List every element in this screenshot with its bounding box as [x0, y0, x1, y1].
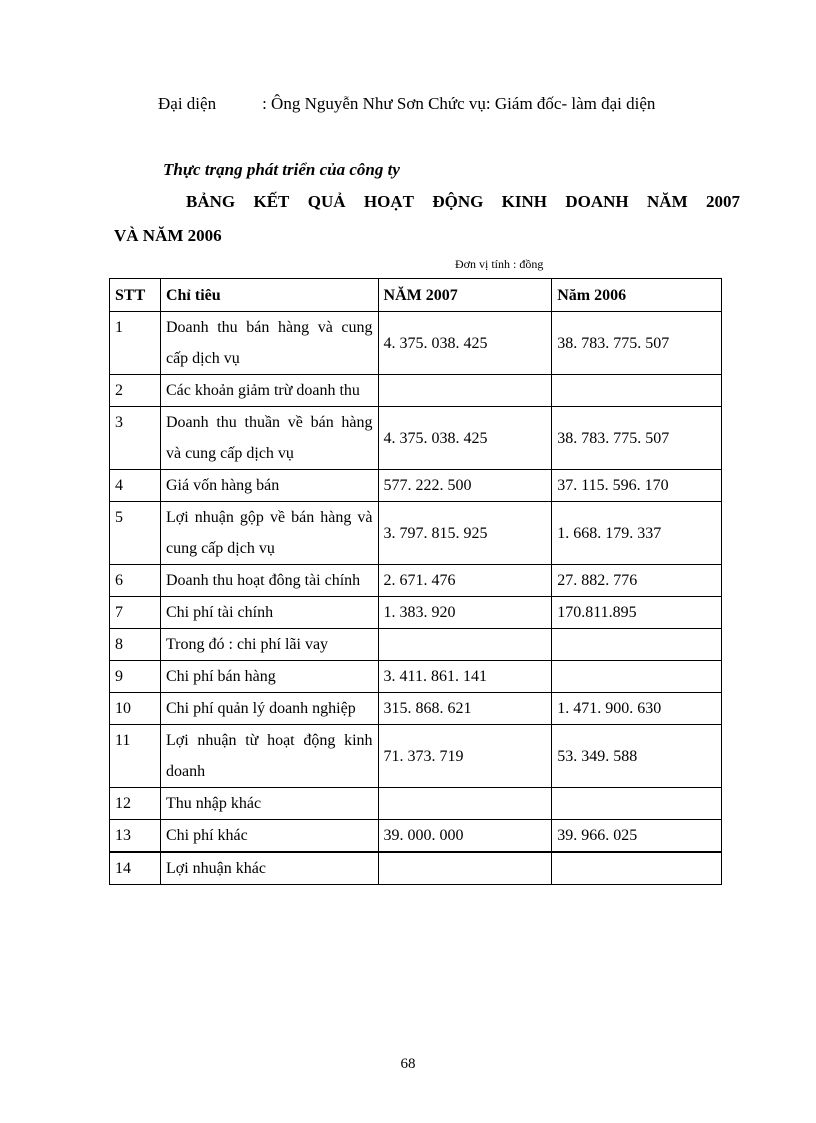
table-title-line1	[186, 192, 740, 212]
table-title-line2: VÀ NĂM 2006	[114, 226, 222, 245]
cell-year-2006	[552, 661, 722, 693]
cell-indicator: Giá vốn hàng bán	[160, 470, 378, 502]
cell-year-2007	[378, 375, 552, 407]
representative-label: Đại diện	[158, 94, 217, 113]
table-row	[110, 629, 722, 661]
cell-year-2007: 39. 000. 000	[378, 820, 552, 853]
cell-stt: 7	[110, 597, 161, 629]
cell-stt: 11	[110, 725, 161, 788]
cell-year-2007	[378, 788, 552, 820]
cell-indicator: Doanh thu hoạt đông tài chính	[160, 565, 378, 597]
table-row	[110, 661, 722, 693]
cell-year-2007: 4. 375. 038. 425	[378, 407, 552, 470]
cell-year-2007	[378, 629, 552, 661]
cell-indicator: Thu nhập khác	[160, 788, 378, 820]
table-row	[110, 502, 722, 565]
title-word: 2007	[705, 192, 740, 211]
cell-stt: 13	[110, 820, 161, 853]
cell-year-2006	[552, 629, 722, 661]
title-word: QUẢ	[307, 192, 346, 211]
title-word: DOANH	[565, 192, 629, 211]
cell-year-2007: 3. 411. 861. 141	[378, 661, 552, 693]
cell-year-2007: 577. 222. 500	[378, 470, 552, 502]
cell-stt: 5	[110, 502, 161, 565]
cell-stt: 4	[110, 470, 161, 502]
cell-year-2006: 27. 882. 776	[552, 565, 722, 597]
table-row	[110, 788, 722, 820]
title-word: KẾT	[253, 192, 290, 211]
cell-year-2006: 39. 966. 025	[552, 820, 722, 853]
title-word: ĐỘNG	[432, 192, 484, 211]
table-header-row	[110, 279, 722, 312]
representative-value: : Ông Nguyễn Như Sơn Chức vụ: Giám đốc- làm đại diện	[262, 94, 656, 113]
cell-stt: 9	[110, 661, 161, 693]
table-row	[110, 312, 722, 375]
cell-year-2007: 4. 375. 038. 425	[378, 312, 552, 375]
title-word: NĂM	[647, 192, 688, 211]
table-body	[110, 312, 722, 885]
cell-indicator: Chi phí khác	[160, 820, 378, 853]
cell-indicator: Các khoản giảm trừ doanh thu	[160, 375, 378, 407]
table-row	[110, 725, 722, 788]
cell-year-2006	[552, 375, 722, 407]
table-row	[110, 820, 722, 853]
cell-year-2006	[552, 788, 722, 820]
header-year-2006: Năm 2006	[552, 279, 722, 312]
unit-note: Đơn vị tính : đồng	[455, 257, 544, 271]
cell-year-2007: 71. 373. 719	[378, 725, 552, 788]
cell-stt: 1	[110, 312, 161, 375]
cell-year-2007: 3. 797. 815. 925	[378, 502, 552, 565]
cell-indicator: Chi phí tài chính	[160, 597, 378, 629]
cell-stt: 3	[110, 407, 161, 470]
cell-year-2007: 1. 383. 920	[378, 597, 552, 629]
cell-indicator: Chi phí bán hàng	[160, 661, 378, 693]
cell-stt: 10	[110, 693, 161, 725]
representative-line	[158, 94, 655, 114]
cell-stt: 12	[110, 788, 161, 820]
table-row	[110, 470, 722, 502]
results-table	[109, 278, 722, 885]
cell-year-2007: 315. 868. 621	[378, 693, 552, 725]
table-row	[110, 375, 722, 407]
cell-indicator: Chi phí quản lý doanh nghiệp	[160, 693, 378, 725]
cell-year-2006	[552, 852, 722, 885]
title-word: KINH	[501, 192, 548, 211]
cell-year-2006: 37. 115. 596. 170	[552, 470, 722, 502]
title-word: HOẠT	[363, 192, 414, 211]
title-word: BẢNG	[186, 192, 236, 211]
cell-year-2006: 170.811.895	[552, 597, 722, 629]
cell-year-2006: 38. 783. 775. 507	[552, 312, 722, 375]
cell-year-2006: 38. 783. 775. 507	[552, 407, 722, 470]
table-row	[110, 597, 722, 629]
cell-year-2007	[378, 852, 552, 885]
cell-stt: 14	[110, 852, 161, 885]
table-row	[110, 407, 722, 470]
cell-year-2007: 2. 671. 476	[378, 565, 552, 597]
cell-year-2006: 1. 668. 179. 337	[552, 502, 722, 565]
cell-indicator: Lợi nhuận từ hoạt động kinh doanh	[160, 725, 378, 788]
page-number: 68	[400, 1056, 416, 1072]
section-title: Thực trạng phát triển của công ty	[163, 160, 400, 179]
table-row	[110, 852, 722, 885]
header-year-2007: NĂM 2007	[378, 279, 552, 312]
cell-stt: 2	[110, 375, 161, 407]
cell-indicator: Lợi nhuận khác	[160, 852, 378, 885]
header-indicator: Chỉ tiêu	[160, 279, 378, 312]
cell-year-2006: 1. 471. 900. 630	[552, 693, 722, 725]
cell-indicator: Trong đó : chi phí lãi vay	[160, 629, 378, 661]
cell-indicator: Doanh thu thuần về bán hàng và cung cấp dịch vụ	[160, 407, 378, 470]
cell-indicator: Lợi nhuận gộp về bán hàng và cung cấp dịch vụ	[160, 502, 378, 565]
cell-stt: 6	[110, 565, 161, 597]
table-row	[110, 693, 722, 725]
header-stt: STT	[110, 279, 161, 312]
table-row	[110, 565, 722, 597]
cell-indicator: Doanh thu bán hàng và cung cấp dịch vụ	[160, 312, 378, 375]
cell-stt: 8	[110, 629, 161, 661]
cell-year-2006: 53. 349. 588	[552, 725, 722, 788]
